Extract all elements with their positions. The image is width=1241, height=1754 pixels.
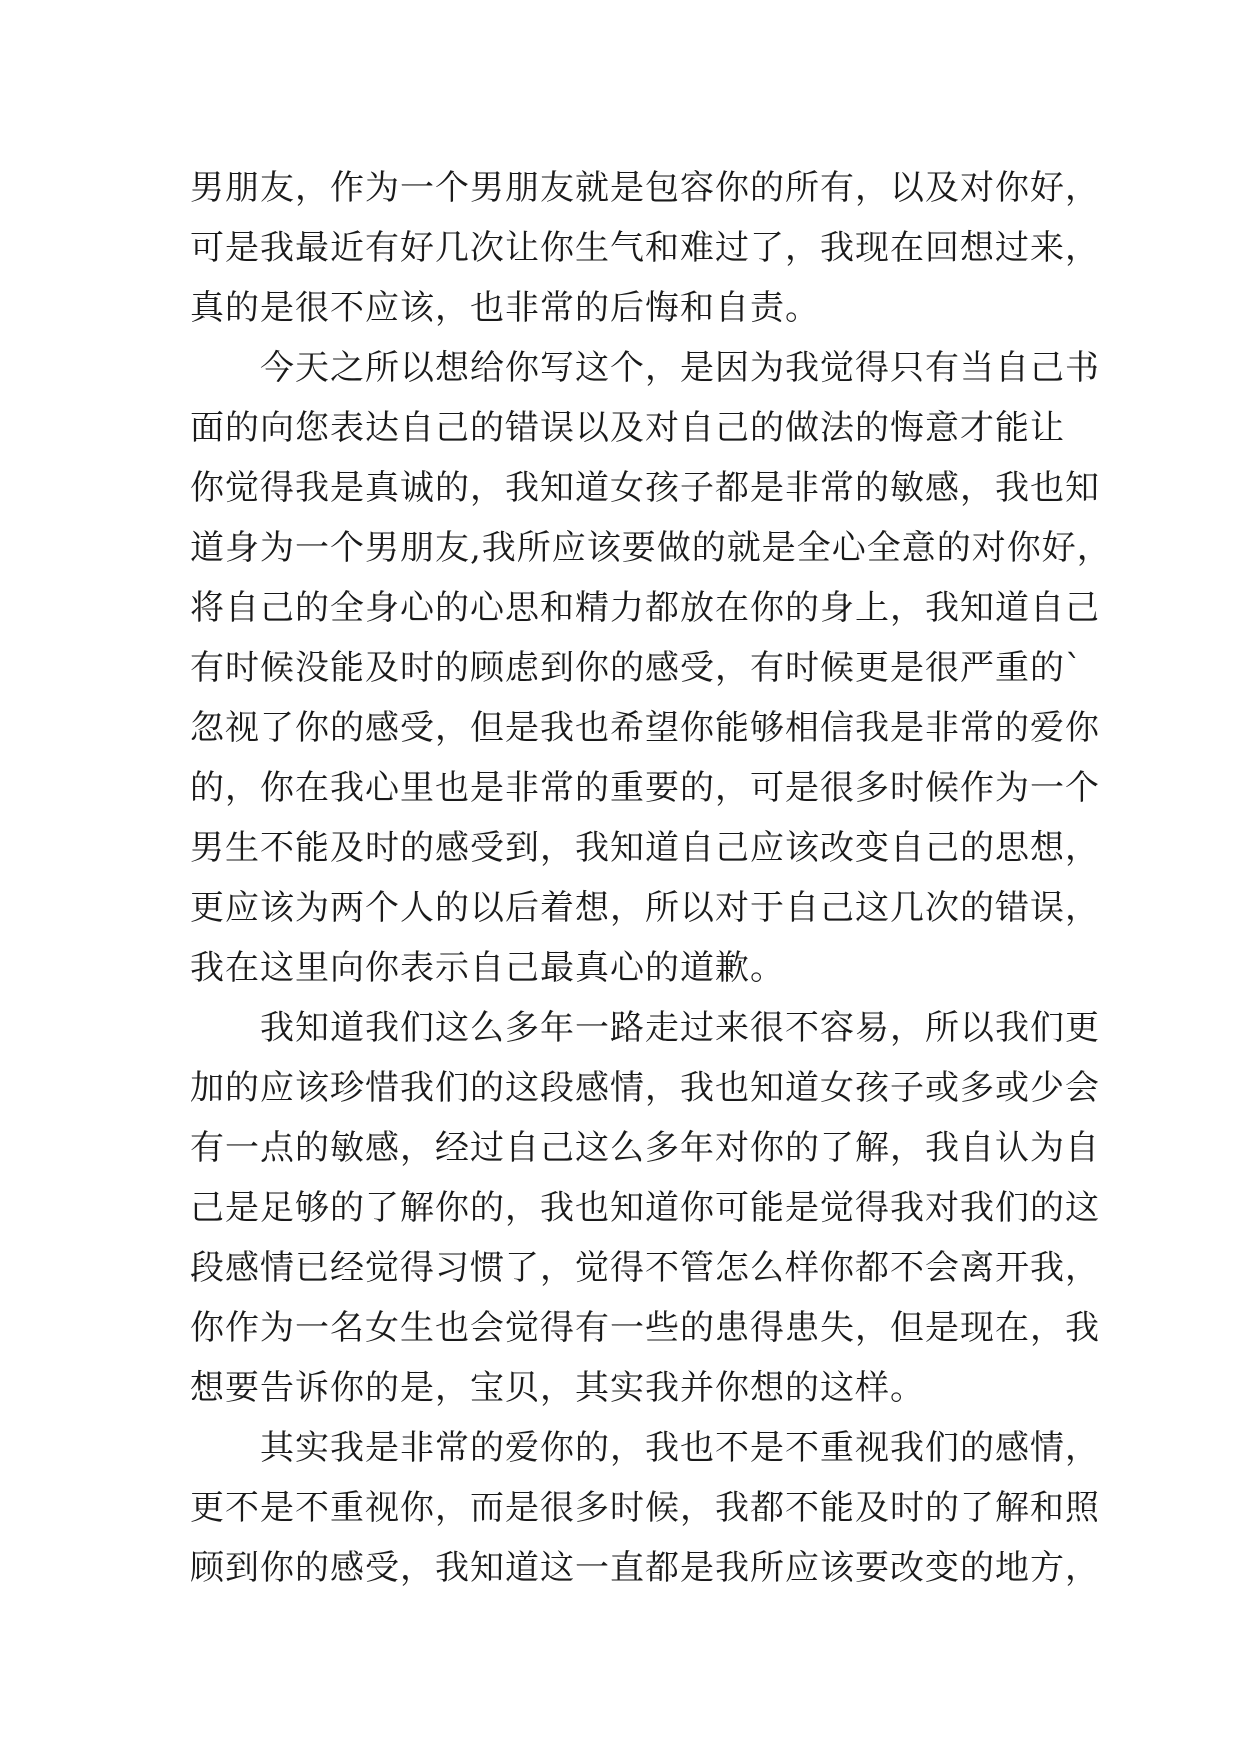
text-line: 将自己的全身心的心思和精力都放在你的身上，我知道自己 — [190, 588, 1100, 628]
text-line: 有一点的敏感，经过自己这么多年对你的了解，我自认为自 — [190, 1128, 1100, 1168]
text-line: 男朋友，作为一个男朋友就是包容你的所有，以及对你好， — [190, 168, 1100, 208]
text-line: 道身为一个男朋友,我所应该要做的就是全心全意的对你好， — [190, 528, 1112, 568]
text-line: 顾到你的感受，我知道这一直都是我所应该要改变的地方， — [190, 1548, 1100, 1588]
text-line: 更应该为两个人的以后着想，所以对于自己这几次的错误， — [190, 888, 1100, 928]
text-line: 男生不能及时的感受到，我知道自己应该改变自己的思想， — [190, 828, 1100, 868]
text-line: 想要告诉你的是，宝贝，其实我并你想的这样。 — [190, 1368, 925, 1408]
text-line: 加的应该珍惜我们的这段感情，我也知道女孩子或多或少会 — [190, 1068, 1100, 1108]
text-line: 段感情已经觉得习惯了，觉得不管怎么样你都不会离开我， — [190, 1248, 1100, 1288]
text-line: 真的是很不应该，也非常的后悔和自责。 — [190, 288, 820, 328]
document-text — [190, 158, 1112, 1598]
text-line: 忽视了你的感受，但是我也希望你能够相信我是非常的爱你 — [190, 708, 1100, 748]
text-line: 你作为一名女生也会觉得有一些的患得患失，但是现在，我 — [190, 1308, 1100, 1348]
text-line: 己是足够的了解你的，我也知道你可能是觉得我对我们的这 — [190, 1188, 1100, 1228]
text-line: 面的向您表达自己的错误以及对自己的做法的悔意才能让 — [190, 408, 1065, 448]
text-line: 今天之所以想给你写这个，是因为我觉得只有当自己书 — [190, 348, 1100, 388]
text-line: 我在这里向你表示自己最真心的道歉。 — [190, 948, 785, 988]
text-line: 你觉得我是真诚的，我知道女孩子都是非常的敏感，我也知 — [190, 468, 1100, 508]
text-line: 可是我最近有好几次让你生气和难过了，我现在回想过来， — [190, 228, 1100, 268]
text-line: 的，你在我心里也是非常的重要的，可是很多时候作为一个 — [190, 768, 1100, 808]
text-line: 其实我是非常的爱你的，我也不是不重视我们的感情， — [190, 1428, 1100, 1468]
text-line: 有时候没能及时的顾虑到你的感受，有时候更是很严重的` — [190, 648, 1083, 688]
text-line: 我知道我们这么多年一路走过来很不容易，所以我们更 — [190, 1008, 1100, 1048]
text-line: 更不是不重视你，而是很多时候，我都不能及时的了解和照 — [190, 1488, 1100, 1528]
